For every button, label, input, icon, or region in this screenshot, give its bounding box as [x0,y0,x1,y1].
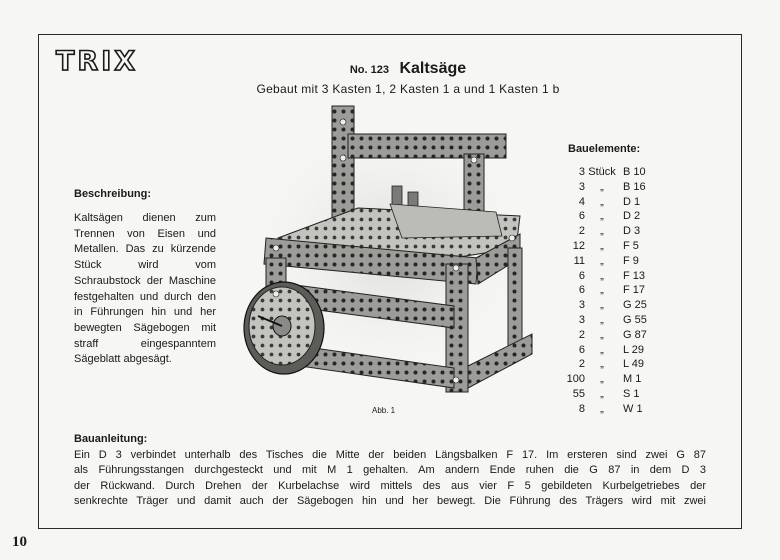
part-quantity: 6 [578,269,585,282]
part-quantity: 3 [578,299,585,312]
part-unit: „ [600,299,604,312]
description-heading: Beschreibung: [74,188,152,200]
part-unit: „ [600,195,604,208]
kaltsaege-illustration [240,98,540,402]
part-code: F 13 [623,269,646,282]
trix-logo: TRIX [56,46,139,77]
parts-list [558,165,663,417]
instructions-line: senkrechte Träger und damit auch der Sägebogen hin und her bewegt. Die Führung des Trägers wird mit zwei [74,495,706,508]
part-code: D 3 [623,225,641,238]
parts-row [558,372,663,387]
part-unit: „ [600,313,604,326]
model-name: Kaltsäge [399,60,467,77]
model-title [228,60,588,78]
part-code: M 1 [623,373,642,386]
part-code: F 9 [623,254,639,267]
parts-row [558,165,663,180]
parts-row [558,328,663,343]
instructions-heading: Bauanleitung: [74,433,148,445]
part-quantity: 3 [578,313,585,326]
part-unit: „ [600,239,604,252]
part-quantity: 6 [578,284,585,297]
instructions-line: als Führungsstangen durchgesteckt und mit M 1 gehalten. Am andern Ende ruhen die G 87 in dem D 3 [74,464,706,477]
part-code: D 2 [623,210,641,223]
parts-row [558,387,663,402]
parts-row [558,357,663,372]
part-quantity: 4 [578,195,585,208]
parts-row [558,224,663,239]
parts-row [558,254,663,269]
part-unit: „ [600,269,604,282]
part-unit: „ [600,254,604,267]
parts-row [558,283,663,298]
part-code: F 17 [623,284,646,297]
part-code: G 87 [623,328,647,341]
part-unit: „ [600,284,604,297]
part-unit: Stück [588,166,616,178]
model-number: No. 123 [349,64,389,76]
parts-row [558,239,663,254]
instructions-text [74,448,706,510]
figure-caption: Abb. 1 [372,406,396,415]
instructions-line: Ein D 3 verbindet unterhalb des Tisches die Mitte der beiden Längsbalken F 17. Im ersteren sind zwei G 87 [74,449,706,461]
part-quantity: 100 [566,373,585,386]
parts-row [558,209,663,224]
parts-row [558,402,663,417]
part-quantity: 12 [572,239,585,252]
part-unit: „ [600,402,604,415]
model-subtitle: Gebaut mit 3 Kasten 1, 2 Kasten 1 a und 1 Kasten 1 b [256,82,560,96]
parts-row [558,180,663,195]
part-code: L 29 [623,343,645,356]
part-unit: „ [600,373,604,386]
part-quantity: 11 [573,254,585,267]
part-code: L 49 [623,358,645,371]
parts-row [558,195,663,210]
description-text: Kaltsägen dienen zum Trennen von Eisen und Metallen. Das zu kürzende Stück wird vom Schraubstock der Maschine festgehalten und durch den in Führungen hin und her bewegten Sägebogen mit straff eingespanntem Sägeblatt abgesägt. [74,212,216,366]
part-code: G 25 [623,299,647,312]
parts-row [558,343,663,358]
part-unit: „ [600,343,604,356]
parts-row [558,269,663,284]
part-unit: „ [600,180,604,193]
part-code: G 55 [623,313,647,326]
part-code: D 1 [623,195,641,208]
part-unit: „ [600,210,604,223]
part-quantity: 2 [578,358,585,371]
part-quantity: 8 [578,402,585,415]
part-code: W 1 [623,402,643,415]
parts-heading: Bauelemente: [568,143,641,155]
part-quantity: 55 [572,387,585,400]
part-unit: „ [600,225,604,238]
parts-row [558,298,663,313]
part-quantity: 2 [578,225,585,238]
instructions-line: der Rückwand. Durch Drehen der Kurbelachse wird mittels des aus vier F 5 gebildeten Kurbelgetriebes der [74,479,706,492]
part-quantity: 3 [578,180,585,193]
part-quantity: 6 [578,343,585,356]
part-quantity: 3 [578,166,585,178]
part-code: B 10 [623,166,646,178]
part-quantity: 6 [578,210,585,223]
part-code: F 5 [623,239,639,252]
parts-row [558,313,663,328]
part-code: S 1 [623,387,640,400]
part-unit: „ [600,387,604,400]
part-code: B 16 [623,180,646,193]
page-number: 10 [12,534,27,550]
title-block [228,60,588,96]
part-quantity: 2 [578,328,585,341]
part-unit: „ [600,358,604,371]
part-unit: „ [600,328,604,341]
